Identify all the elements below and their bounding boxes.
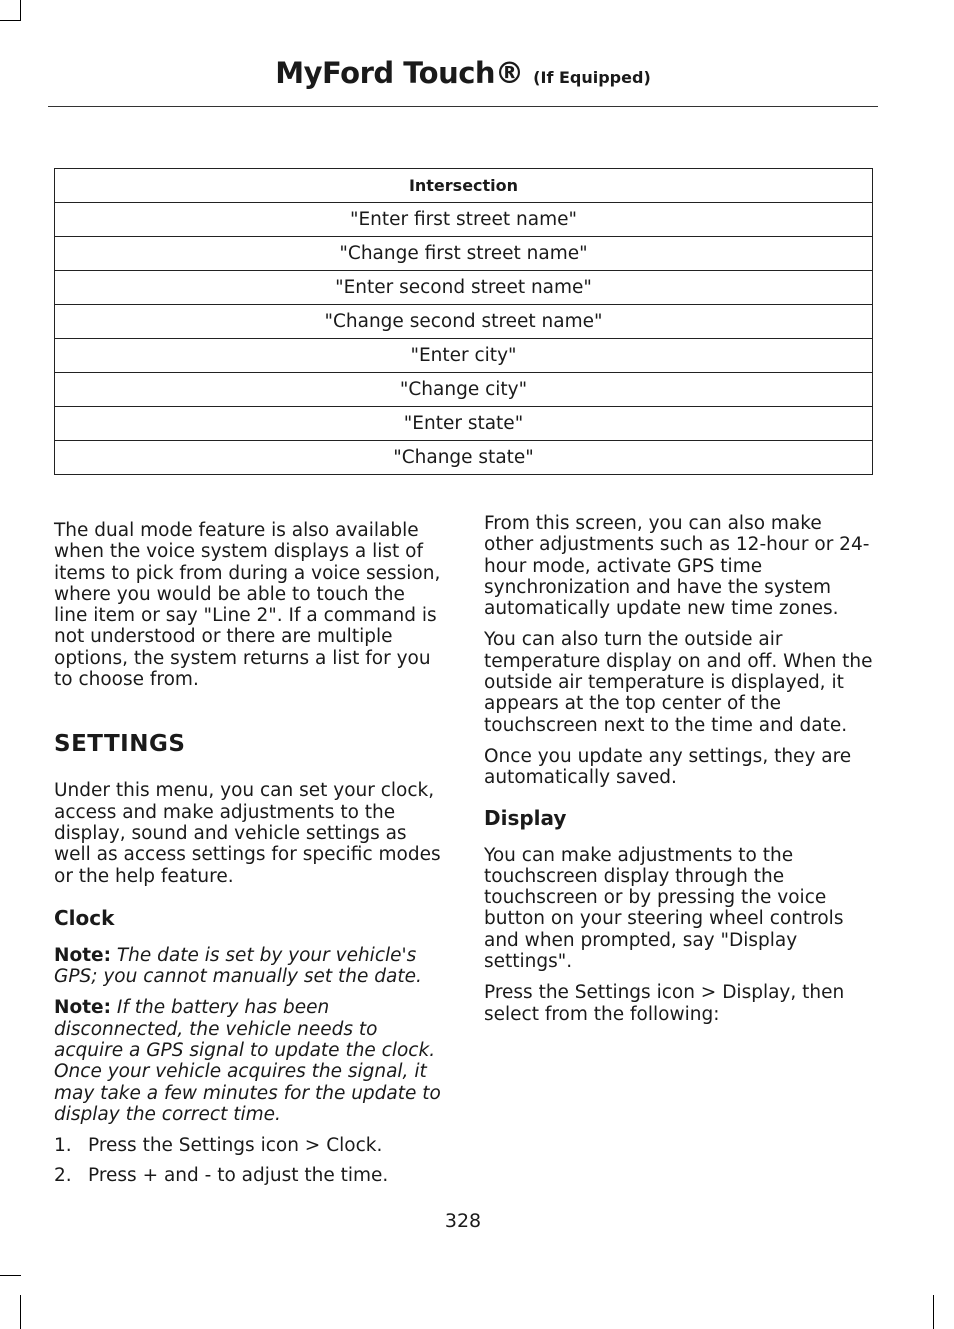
- right-column: [484, 513, 874, 1035]
- table-row: [55, 271, 873, 305]
- list-item: [54, 1135, 444, 1156]
- crop-mark-bottom-left-vertical: [20, 1295, 21, 1329]
- table-row: [55, 339, 873, 373]
- table-cell: "Enter state": [55, 407, 873, 441]
- table-cell: "Enter second street name": [55, 271, 873, 305]
- clock-adjustments-paragraph: From this screen, you can also make other adjustments such as 12-hour or 24-hour mode, activate GPS time synchronization and have the system automatically update new time zones.: [484, 513, 870, 620]
- auto-save-paragraph: Once you update any settings, they are automatically saved.: [484, 745, 852, 789]
- settings-heading: SETTINGS: [54, 731, 186, 758]
- page-number: 328: [444, 1210, 482, 1232]
- crop-mark-bottom-left-horizontal: [0, 1275, 21, 1276]
- crop-mark-top-left-horizontal: [0, 20, 21, 21]
- table-cell: "Change state": [55, 441, 873, 475]
- table-cell: "Change first street name": [55, 237, 873, 271]
- voice-command-table: [54, 168, 873, 475]
- list-item: [54, 1165, 444, 1186]
- clock-steps-list: [54, 1135, 444, 1186]
- table-header-cell: Intersection: [55, 169, 873, 203]
- crop-mark-top-left-vertical: [20, 0, 21, 20]
- clock-heading: Clock: [54, 905, 115, 930]
- step-number: 1.: [54, 1135, 72, 1157]
- table-cell: "Enter city": [55, 339, 873, 373]
- crop-mark-bottom-right-vertical: [933, 1295, 934, 1329]
- table-row: [55, 305, 873, 339]
- note-label: Note:: [54, 997, 111, 1019]
- note-battery: [54, 997, 444, 1125]
- step-text: Press + and - to adjust the time.: [88, 1164, 389, 1186]
- table-cell: "Change city": [55, 373, 873, 407]
- left-column: [54, 520, 444, 1194]
- header-divider: [48, 106, 878, 107]
- dual-mode-paragraph: The dual mode feature is also available when the voice system displays a list of items to pick from during a voice session, where you would be able to touch the line item or say "Line 2". If a command is not understood or there are multiple options, the system returns a list for you to choose from.: [54, 520, 441, 691]
- settings-intro-paragraph: Under this menu, you can set your clock, access and make adjustments to the display, sound and vehicle settings as well as access settings for specific modes or the help feature.: [54, 780, 441, 887]
- note-label: Note:: [54, 944, 111, 966]
- step-number: 2.: [54, 1164, 72, 1186]
- note-text: The date is set by your vehicle's GPS; you cannot manually set the date.: [54, 944, 422, 988]
- table-header-row: [55, 169, 873, 203]
- outside-temp-paragraph: You can also turn the outside air temperature display on and off. When the outside air temperature is displayed, it appears at the top center of the touchscreen next to the time and date.: [484, 629, 873, 736]
- table-cell: "Enter first street name": [55, 203, 873, 237]
- header-title: MyFord Touch®: [275, 56, 524, 90]
- table-row: [55, 441, 873, 475]
- table-row: [55, 237, 873, 271]
- table-row: [55, 407, 873, 441]
- table-row: [55, 203, 873, 237]
- display-heading: Display: [484, 805, 567, 830]
- note-text: If the battery has been disconnected, the vehicle needs to acquire a GPS signal to update the clock. Once your vehicle acquires the signal, it may take a few minutes for the update to display the correct time.: [54, 997, 441, 1125]
- display-intro-paragraph: You can make adjustments to the touchscreen display through the touchscreen or by pressing the voice button on your steering wheel controls and when prompted, say "Display settings".: [484, 844, 844, 973]
- table-cell: "Change second street name": [55, 305, 873, 339]
- table-row: [55, 373, 873, 407]
- header-subtitle: (If Equipped): [533, 68, 651, 87]
- display-steps-paragraph: Press the Settings icon > Display, then select from the following:: [484, 982, 845, 1025]
- page-header: [0, 56, 926, 90]
- step-text: Press the Settings icon > Clock.: [88, 1135, 383, 1157]
- note-gps-date: [54, 945, 444, 988]
